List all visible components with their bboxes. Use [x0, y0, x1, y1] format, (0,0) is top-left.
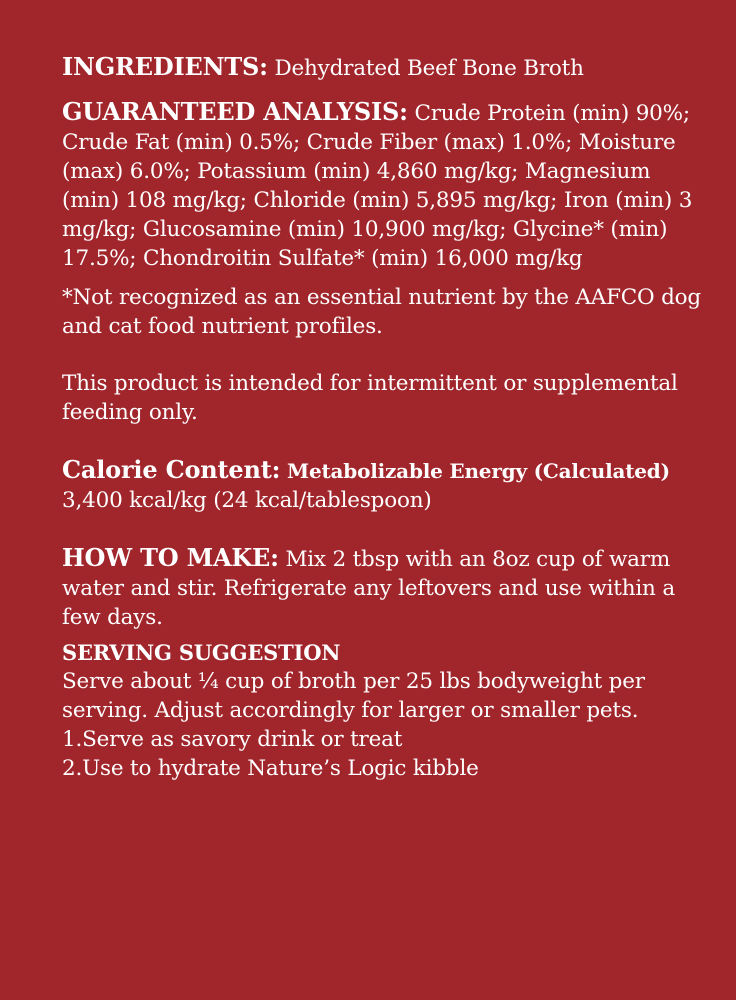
calorie-content-paragraph — [62, 455, 712, 515]
ingredients-paragraph — [62, 52, 712, 83]
guaranteed-analysis-label: GUARANTEED ANALYSIS: — [62, 97, 408, 126]
ingredients-label: INGREDIENTS: — [62, 52, 268, 81]
how-to-make-text: Mix 2 tbsp with an 8oz cup of warm water and stir. Refrigerate any leftovers and use within a few days. — [62, 547, 675, 630]
serving-list-item: 2.Use to hydrate Nature’s Logic kibble — [62, 756, 479, 781]
intended-use-text: This product is intended for intermittent or supplemental feeding only. — [62, 371, 678, 425]
calorie-content-sublabel: Metabolizable Energy (Calculated) — [280, 459, 670, 483]
calorie-content-value: 3,400 kcal/kg (24 kcal/tablespoon) — [62, 488, 432, 513]
calorie-content-label: Calorie Content: — [62, 455, 281, 484]
serving-suggestion-text: Serve about ¼ cup of broth per 25 lbs bodyweight per serving. Adjust accordingly for larger or smaller pets. — [62, 669, 645, 723]
nutrition-label-text — [62, 52, 712, 783]
guaranteed-analysis-text: Crude Protein (min) 90%; Crude Fat (min) 0.5%; Crude Fiber (max) 1.0%; Moisture (max) 6.0%; Potassium (min) 4,860 mg/kg; Magnesium (min) 108 mg/kg; Chloride (min) 5,895 mg/kg; Iron (min) 3 mg/kg; Glucosamine (min) 10,900 mg/kg; Glycine* (min) 17.5%; Chondroitin Sulfate* (min) 16,000 mg/kg — [62, 101, 693, 271]
footnote-text: *Not recognized as an essential nutrient by the AAFCO dog and cat food nutrient profiles. — [62, 285, 701, 339]
how-to-make-paragraph — [62, 543, 712, 632]
serving-suggestion-heading: SERVING SUGGESTION — [62, 640, 341, 665]
serving-list-item: 1.Serve as savory drink or treat — [62, 727, 403, 752]
ingredients-text: Dehydrated Beef Bone Broth — [267, 56, 584, 81]
guaranteed-analysis-paragraph — [62, 97, 712, 273]
how-to-make-label: HOW TO MAKE: — [62, 543, 279, 572]
